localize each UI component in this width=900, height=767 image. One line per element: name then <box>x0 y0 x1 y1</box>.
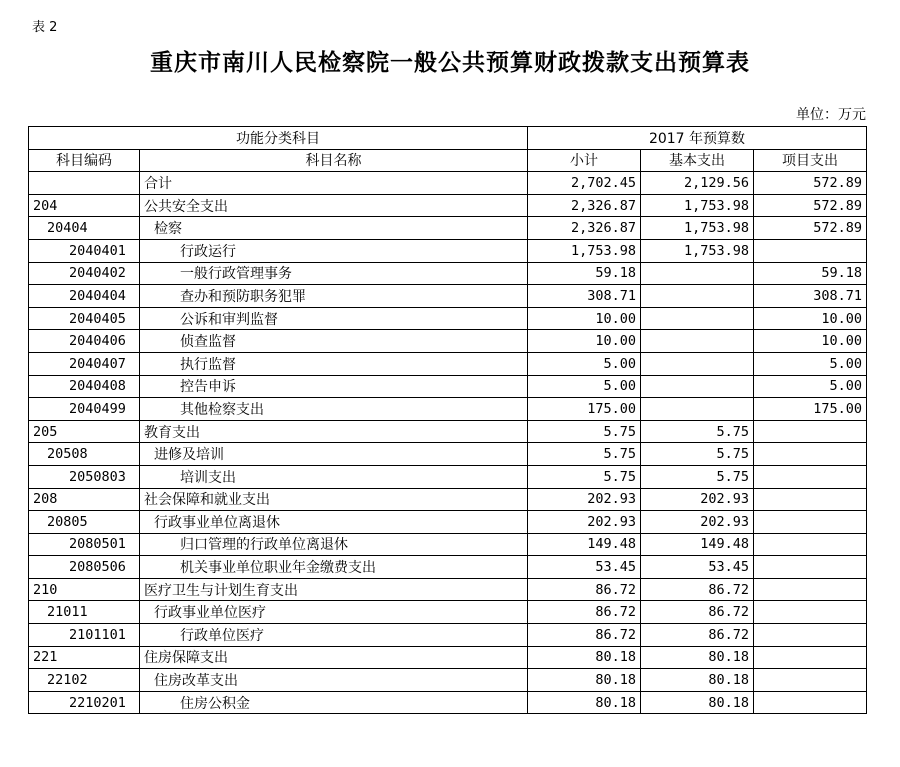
row-code: 20508 <box>29 443 140 466</box>
row-basic: 86.72 <box>641 578 754 601</box>
row-project <box>754 533 867 556</box>
table-row <box>29 533 867 556</box>
table-row <box>29 511 867 534</box>
table-row <box>29 375 867 398</box>
row-name: 公诉和审判监督 <box>140 307 528 330</box>
table-row <box>29 262 867 285</box>
row-code: 208 <box>29 488 140 511</box>
page-title: 重庆市南川人民检察院一般公共预算财政拨款支出预算表 <box>150 49 750 76</box>
row-code: 221 <box>29 646 140 669</box>
row-subtotal: 10.00 <box>528 330 641 353</box>
table-row <box>29 239 867 262</box>
row-code: 2040499 <box>29 398 140 421</box>
row-project <box>754 443 867 466</box>
row-code: 204 <box>29 194 140 217</box>
row-subtotal: 149.48 <box>528 533 641 556</box>
row-subtotal: 202.93 <box>528 511 641 534</box>
row-subtotal: 175.00 <box>528 398 641 421</box>
budget-table <box>28 126 867 714</box>
row-basic: 1,753.98 <box>641 217 754 240</box>
row-name: 进修及培训 <box>140 443 528 466</box>
row-subtotal: 86.72 <box>528 601 641 624</box>
table-row <box>29 578 867 601</box>
row-basic: 5.75 <box>641 420 754 443</box>
row-basic: 5.75 <box>641 465 754 488</box>
row-name: 机关事业单位职业年金缴费支出 <box>140 556 528 579</box>
table-row <box>29 691 867 714</box>
table-row <box>29 556 867 579</box>
row-subtotal: 53.45 <box>528 556 641 579</box>
row-name: 行政事业单位离退休 <box>140 511 528 534</box>
row-name: 社会保障和就业支出 <box>140 488 528 511</box>
row-subtotal: 10.00 <box>528 307 641 330</box>
row-name: 行政单位医疗 <box>140 624 528 647</box>
row-basic: 202.93 <box>641 511 754 534</box>
row-basic: 149.48 <box>641 533 754 556</box>
table-row <box>29 443 867 466</box>
header-project: 项目支出 <box>754 149 867 172</box>
row-project: 572.89 <box>754 217 867 240</box>
row-name: 执行监督 <box>140 352 528 375</box>
row-project: 5.00 <box>754 375 867 398</box>
row-subtotal: 202.93 <box>528 488 641 511</box>
row-project <box>754 691 867 714</box>
row-name: 一般行政管理事务 <box>140 262 528 285</box>
row-name: 培训支出 <box>140 465 528 488</box>
header-name: 科目名称 <box>140 149 528 172</box>
row-basic: 80.18 <box>641 691 754 714</box>
row-basic <box>641 262 754 285</box>
row-subtotal: 1,753.98 <box>528 239 641 262</box>
row-name: 公共安全支出 <box>140 194 528 217</box>
row-code: 2040405 <box>29 307 140 330</box>
row-name: 检察 <box>140 217 528 240</box>
row-basic <box>641 352 754 375</box>
row-basic <box>641 398 754 421</box>
table-number: 表 2 <box>32 20 58 35</box>
row-subtotal: 5.75 <box>528 443 641 466</box>
row-name: 查办和预防职务犯罪 <box>140 285 528 308</box>
row-code: 2210201 <box>29 691 140 714</box>
row-project <box>754 556 867 579</box>
row-name: 住房保障支出 <box>140 646 528 669</box>
row-basic: 53.45 <box>641 556 754 579</box>
row-name: 合计 <box>140 172 528 195</box>
table-row <box>29 352 867 375</box>
row-project: 572.89 <box>754 172 867 195</box>
row-name: 医疗卫生与计划生育支出 <box>140 578 528 601</box>
header-row-group <box>29 127 867 150</box>
row-basic <box>641 307 754 330</box>
row-name: 行政运行 <box>140 239 528 262</box>
row-project <box>754 624 867 647</box>
row-project <box>754 488 867 511</box>
row-name: 归口管理的行政单位离退休 <box>140 533 528 556</box>
row-project <box>754 601 867 624</box>
row-project <box>754 239 867 262</box>
row-basic: 1,753.98 <box>641 194 754 217</box>
table-row <box>29 217 867 240</box>
header-row-columns <box>29 149 867 172</box>
row-project <box>754 511 867 534</box>
row-subtotal: 5.75 <box>528 465 641 488</box>
table-row <box>29 646 867 669</box>
row-project <box>754 578 867 601</box>
row-code <box>29 172 140 195</box>
row-code: 205 <box>29 420 140 443</box>
table-row <box>29 465 867 488</box>
row-project: 10.00 <box>754 330 867 353</box>
row-basic: 2,129.56 <box>641 172 754 195</box>
unit-label: 单位：万元 <box>796 107 866 123</box>
row-subtotal: 59.18 <box>528 262 641 285</box>
header-basic: 基本支出 <box>641 149 754 172</box>
row-subtotal: 308.71 <box>528 285 641 308</box>
row-basic: 86.72 <box>641 624 754 647</box>
row-basic: 1,753.98 <box>641 239 754 262</box>
table-row <box>29 285 867 308</box>
row-subtotal: 2,326.87 <box>528 194 641 217</box>
row-code: 21011 <box>29 601 140 624</box>
row-code: 2101101 <box>29 624 140 647</box>
row-subtotal: 5.75 <box>528 420 641 443</box>
table-row <box>29 398 867 421</box>
header-function-category: 功能分类科目 <box>29 127 528 150</box>
row-code: 20404 <box>29 217 140 240</box>
header-subtotal: 小计 <box>528 149 641 172</box>
row-code: 2040401 <box>29 239 140 262</box>
row-code: 2050803 <box>29 465 140 488</box>
header-budget-year: 2017 年预算数 <box>528 127 867 150</box>
row-project <box>754 646 867 669</box>
row-basic: 86.72 <box>641 601 754 624</box>
row-project: 59.18 <box>754 262 867 285</box>
row-code: 2040407 <box>29 352 140 375</box>
row-project: 5.00 <box>754 352 867 375</box>
row-subtotal: 2,326.87 <box>528 217 641 240</box>
row-subtotal: 5.00 <box>528 375 641 398</box>
row-basic: 202.93 <box>641 488 754 511</box>
row-code: 2040404 <box>29 285 140 308</box>
row-name: 控告申诉 <box>140 375 528 398</box>
row-subtotal: 86.72 <box>528 578 641 601</box>
row-project <box>754 465 867 488</box>
row-basic: 80.18 <box>641 646 754 669</box>
table-row <box>29 172 867 195</box>
row-name: 住房改革支出 <box>140 669 528 692</box>
row-subtotal: 80.18 <box>528 646 641 669</box>
row-code: 2080506 <box>29 556 140 579</box>
row-project <box>754 420 867 443</box>
row-code: 210 <box>29 578 140 601</box>
table-row <box>29 420 867 443</box>
table-row <box>29 488 867 511</box>
row-basic <box>641 330 754 353</box>
row-code: 2040406 <box>29 330 140 353</box>
row-project: 572.89 <box>754 194 867 217</box>
row-code: 22102 <box>29 669 140 692</box>
row-subtotal: 86.72 <box>528 624 641 647</box>
table-row <box>29 194 867 217</box>
row-project <box>754 669 867 692</box>
row-code: 20805 <box>29 511 140 534</box>
row-name: 教育支出 <box>140 420 528 443</box>
table-body <box>29 172 867 714</box>
row-project: 308.71 <box>754 285 867 308</box>
row-subtotal: 80.18 <box>528 669 641 692</box>
row-basic: 80.18 <box>641 669 754 692</box>
row-code: 2040402 <box>29 262 140 285</box>
row-project: 10.00 <box>754 307 867 330</box>
row-basic: 5.75 <box>641 443 754 466</box>
row-code: 2080501 <box>29 533 140 556</box>
row-code: 2040408 <box>29 375 140 398</box>
row-project: 175.00 <box>754 398 867 421</box>
table-row <box>29 330 867 353</box>
row-subtotal: 2,702.45 <box>528 172 641 195</box>
row-subtotal: 5.00 <box>528 352 641 375</box>
table-row <box>29 669 867 692</box>
row-name: 行政事业单位医疗 <box>140 601 528 624</box>
row-basic <box>641 375 754 398</box>
table-row <box>29 601 867 624</box>
row-subtotal: 80.18 <box>528 691 641 714</box>
table-row <box>29 624 867 647</box>
row-basic <box>641 285 754 308</box>
row-name: 侦查监督 <box>140 330 528 353</box>
table-row <box>29 307 867 330</box>
row-name: 其他检察支出 <box>140 398 528 421</box>
row-name: 住房公积金 <box>140 691 528 714</box>
header-code: 科目编码 <box>29 149 140 172</box>
